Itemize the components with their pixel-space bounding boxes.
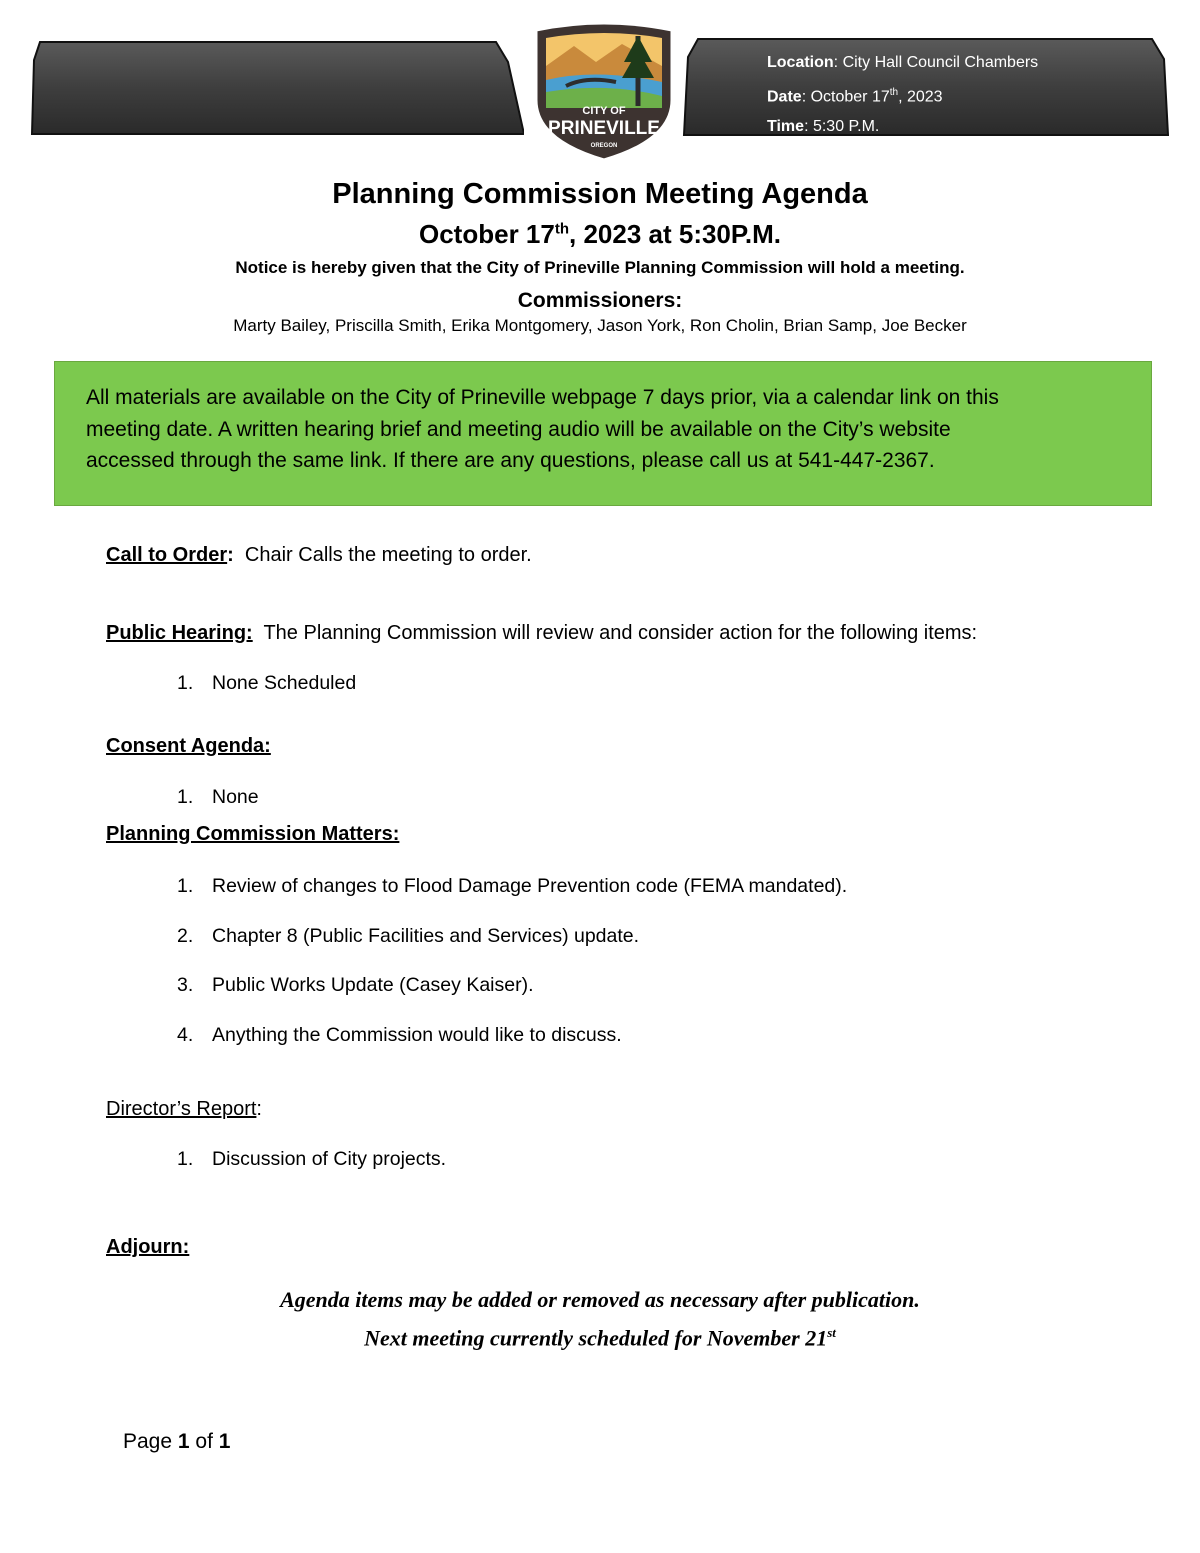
svg-text:CITY OF: CITY OF (582, 105, 626, 117)
date-line: Date: October 17th, 2023 (767, 87, 943, 106)
section-directors-report: Director’s Report: (106, 1098, 262, 1120)
commissioners-heading: Commissioners: (517, 289, 683, 312)
city-logo (526, 22, 682, 164)
list-item: 1. Review of changes to Flood Damage Prevention code (FEMA mandated). (177, 875, 848, 897)
info-line-3: accessed through the same link. If there are any questions, please call us at 541-447-2367. (86, 449, 935, 472)
section-call-to-order: Call to Order: Chair Calls the meeting to order. (106, 544, 532, 566)
meeting-info (767, 48, 1038, 142)
page-number: Page 1 of 1 (123, 1430, 231, 1453)
info-line-2: meeting date. A written hearing brief and meeting audio will be available on the City’s website (86, 417, 951, 441)
closing-note-agenda-changes: Agenda items may be added or removed as necessary after publication. (280, 1287, 920, 1312)
header-banner-left (30, 40, 524, 138)
location-line: Location: City Hall Council Chambers (767, 54, 1039, 71)
info-line-1: All materials are available on the City of Prineville webpage 7 days prior, via a calendar link on this (86, 386, 999, 409)
section-heading: Adjourn: (106, 1236, 190, 1258)
closing-note-next-meeting: Next meeting currently scheduled for November 21st (364, 1325, 836, 1351)
list-item: 1. Discussion of City projects. (177, 1148, 447, 1170)
time-line: Time: 5:30 P.M. (767, 118, 880, 136)
list-item: 1. None Scheduled (177, 672, 357, 694)
section-heading: Director’s Report (106, 1098, 257, 1120)
list-item: 1. None (177, 786, 259, 808)
section-adjourn (106, 1236, 189, 1259)
list-item: 4. Anything the Commission would like to discuss. (177, 1024, 622, 1046)
commissioners-list: Marty Bailey, Priscilla Smith, Erika Montgomery, Jason York, Ron Cholin, Brian Samp, Joe Becker (233, 316, 967, 335)
section-public-hearing: Public Hearing: The Planning Commission will review and consider action for the following items: (106, 622, 978, 644)
section-heading: Consent Agenda: (106, 735, 271, 757)
section-consent-agenda (106, 735, 271, 758)
section-heading: Public Hearing: (106, 622, 253, 644)
page-title: Planning Commission Meeting Agenda (332, 178, 868, 210)
list-item: 3. Public Works Update (Casey Kaiser). (177, 974, 534, 996)
meeting-notice: Notice is hereby given that the City of Prineville Planning Commission will hold a meeting. (235, 258, 965, 277)
svg-text:PRINEVILLE: PRINEVILLE (548, 118, 660, 139)
materials-info-box (54, 361, 1152, 506)
list-item: 2. Chapter 8 (Public Facilities and Services) update. (177, 925, 640, 947)
svg-text:OREGON: OREGON (590, 143, 618, 149)
section-heading: Planning Commission Matters: (106, 823, 400, 845)
section-planning-commission-matters (106, 823, 399, 846)
section-heading: Call to Order (106, 544, 228, 566)
meeting-date-title: October 17th, 2023 at 5:30P.M. (419, 219, 781, 249)
